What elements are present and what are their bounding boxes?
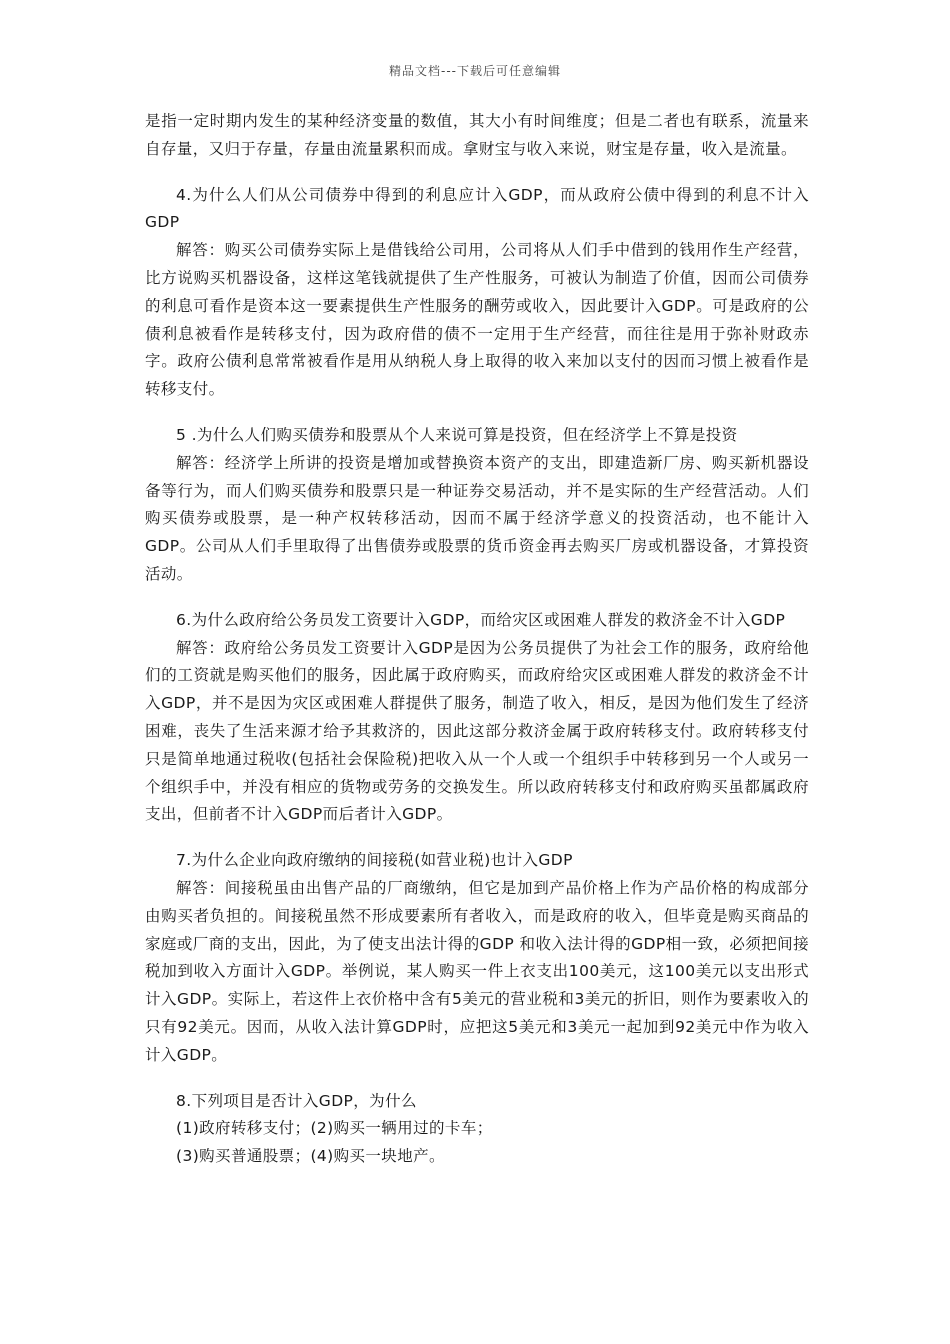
question-4-heading: 4.为什么人们从公司债券中得到的利息应计入GDP，而从政府公债中得到的利息不计入GDP xyxy=(145,185,809,232)
question-8-section xyxy=(145,1088,809,1171)
question-8-item: (3)购买普通股票；(4)购买一块地产。 xyxy=(176,1147,445,1166)
question-7-section xyxy=(145,847,809,1069)
question-4-section xyxy=(145,182,809,404)
question-5-heading: 5 .为什么人们购买债券和股票从个人来说可算是投资，但在经济学上不算是投资 xyxy=(176,425,738,444)
question-5-section xyxy=(145,422,809,589)
question-6-heading: 6.为什么政府给公务员发工资要计入GDP，而给灾区或困难人群发的救济金不计入GDP xyxy=(176,610,786,629)
question-5-answer: 解答：经济学上所讲的投资是增加或替换资本资产的支出，即建造新厂房、购买新机器设备等行为，而人们购买债券和股票只是一种证券交易活动，并不是实际的生产经营活动。人们购买债券或股票，是一种产权转移活动，因而不属于经济学意义的投资活动，也不能计入GDP。公司从人们手里取得了出售债券或股票的货币资金再去购买厂房或机器设备，才算投资活动。 xyxy=(145,453,809,583)
section-gap xyxy=(145,404,809,422)
question-4-answer: 解答：购买公司债券实际上是借钱给公司用，公司将从人们手中借到的钱用作生产经营，比方说购买机器设备，这样这笔钱就提供了生产性服务，可被认为制造了价值，因而公司债券的利息可看作是资本这一要素提供生产性服务的酬劳或收入，因此要计入GDP。可是政府的公债利息被看作是转移支付，因为政府借的债不一定用于生产经营，而往往是用于弥补财政赤字。政府公债利息常常被看作是用从纳税人身上取得的收入来加以支付的因而习惯上被看作是转移支付。 xyxy=(145,241,809,399)
question-7-answer: 解答：间接税虽由出售产品的厂商缴纳，但它是加到产品价格上作为产品价格的构成部分由购买者负担的。间接税虽然不形成要素所有者收入，而是政府的收入，但毕竟是购买商品的家庭或厂商的支出，因此，为了使支出法计得的GDP 和收入法计得的GDP相一致，必须把间接税加到收入方面计入GDP。举例说，某人购买一件上衣支出100美元，这100美元以支出形式计入GDP。实际上，若这件上衣价格中含有5美元的营业税和3美元的折旧，则作为要素收入的只有92美元。因而，从收入法计算GDP时，应把这5美元和3美元一起加到92美元中作为收入计入GDP。 xyxy=(145,878,809,1064)
question-6-section xyxy=(145,607,809,829)
question-8-item: (1)政府转移支付；(2)购买一辆用过的卡车； xyxy=(176,1119,493,1138)
document-body xyxy=(145,108,809,1171)
section-gap xyxy=(145,589,809,607)
question-6-answer: 解答：政府给公务员发工资要计入GDP是因为公务员提供了为社会工作的服务，政府给他们的工资就是购买他们的服务，因此属于政府购买，而政府给灾区或困难人群发的救济金不计入GDP，并不是因为灾区或困难人群提供了服务，制造了收入，相反，是因为他们发生了经济困难，丧失了生活来源才给予其救济的，因此这部分救济金属于政府转移支付。政府转移支付只是简单地通过税收(包括社会保险税)把收入从一个人或一个组织手中转移到另一个人或另一个组织手中，并没有相应的货物或劳务的交换发生。所以政府转移支付和政府购买虽都属政府支出，但前者不计入GDP而后者计入GDP。 xyxy=(145,638,809,824)
question-8-heading: 8.下列项目是否计入GDP，为什么 xyxy=(176,1091,417,1110)
section-gap xyxy=(145,164,809,182)
question-7-heading: 7.为什么企业向政府缴纳的间接税(如营业税)也计入GDP xyxy=(176,851,573,870)
section-gap xyxy=(145,829,809,847)
section-gap xyxy=(145,1070,809,1088)
page-header: 精品文档---下载后可任意编辑 xyxy=(389,64,561,78)
intro-paragraph: 是指一定时期内发生的某种经济变量的数值，其大小有时间维度；但是二者也有联系，流量来自存量，又归于存量，存量由流量累积而成。拿财宝与收入来说，财宝是存量，收入是流量。 xyxy=(145,112,809,158)
